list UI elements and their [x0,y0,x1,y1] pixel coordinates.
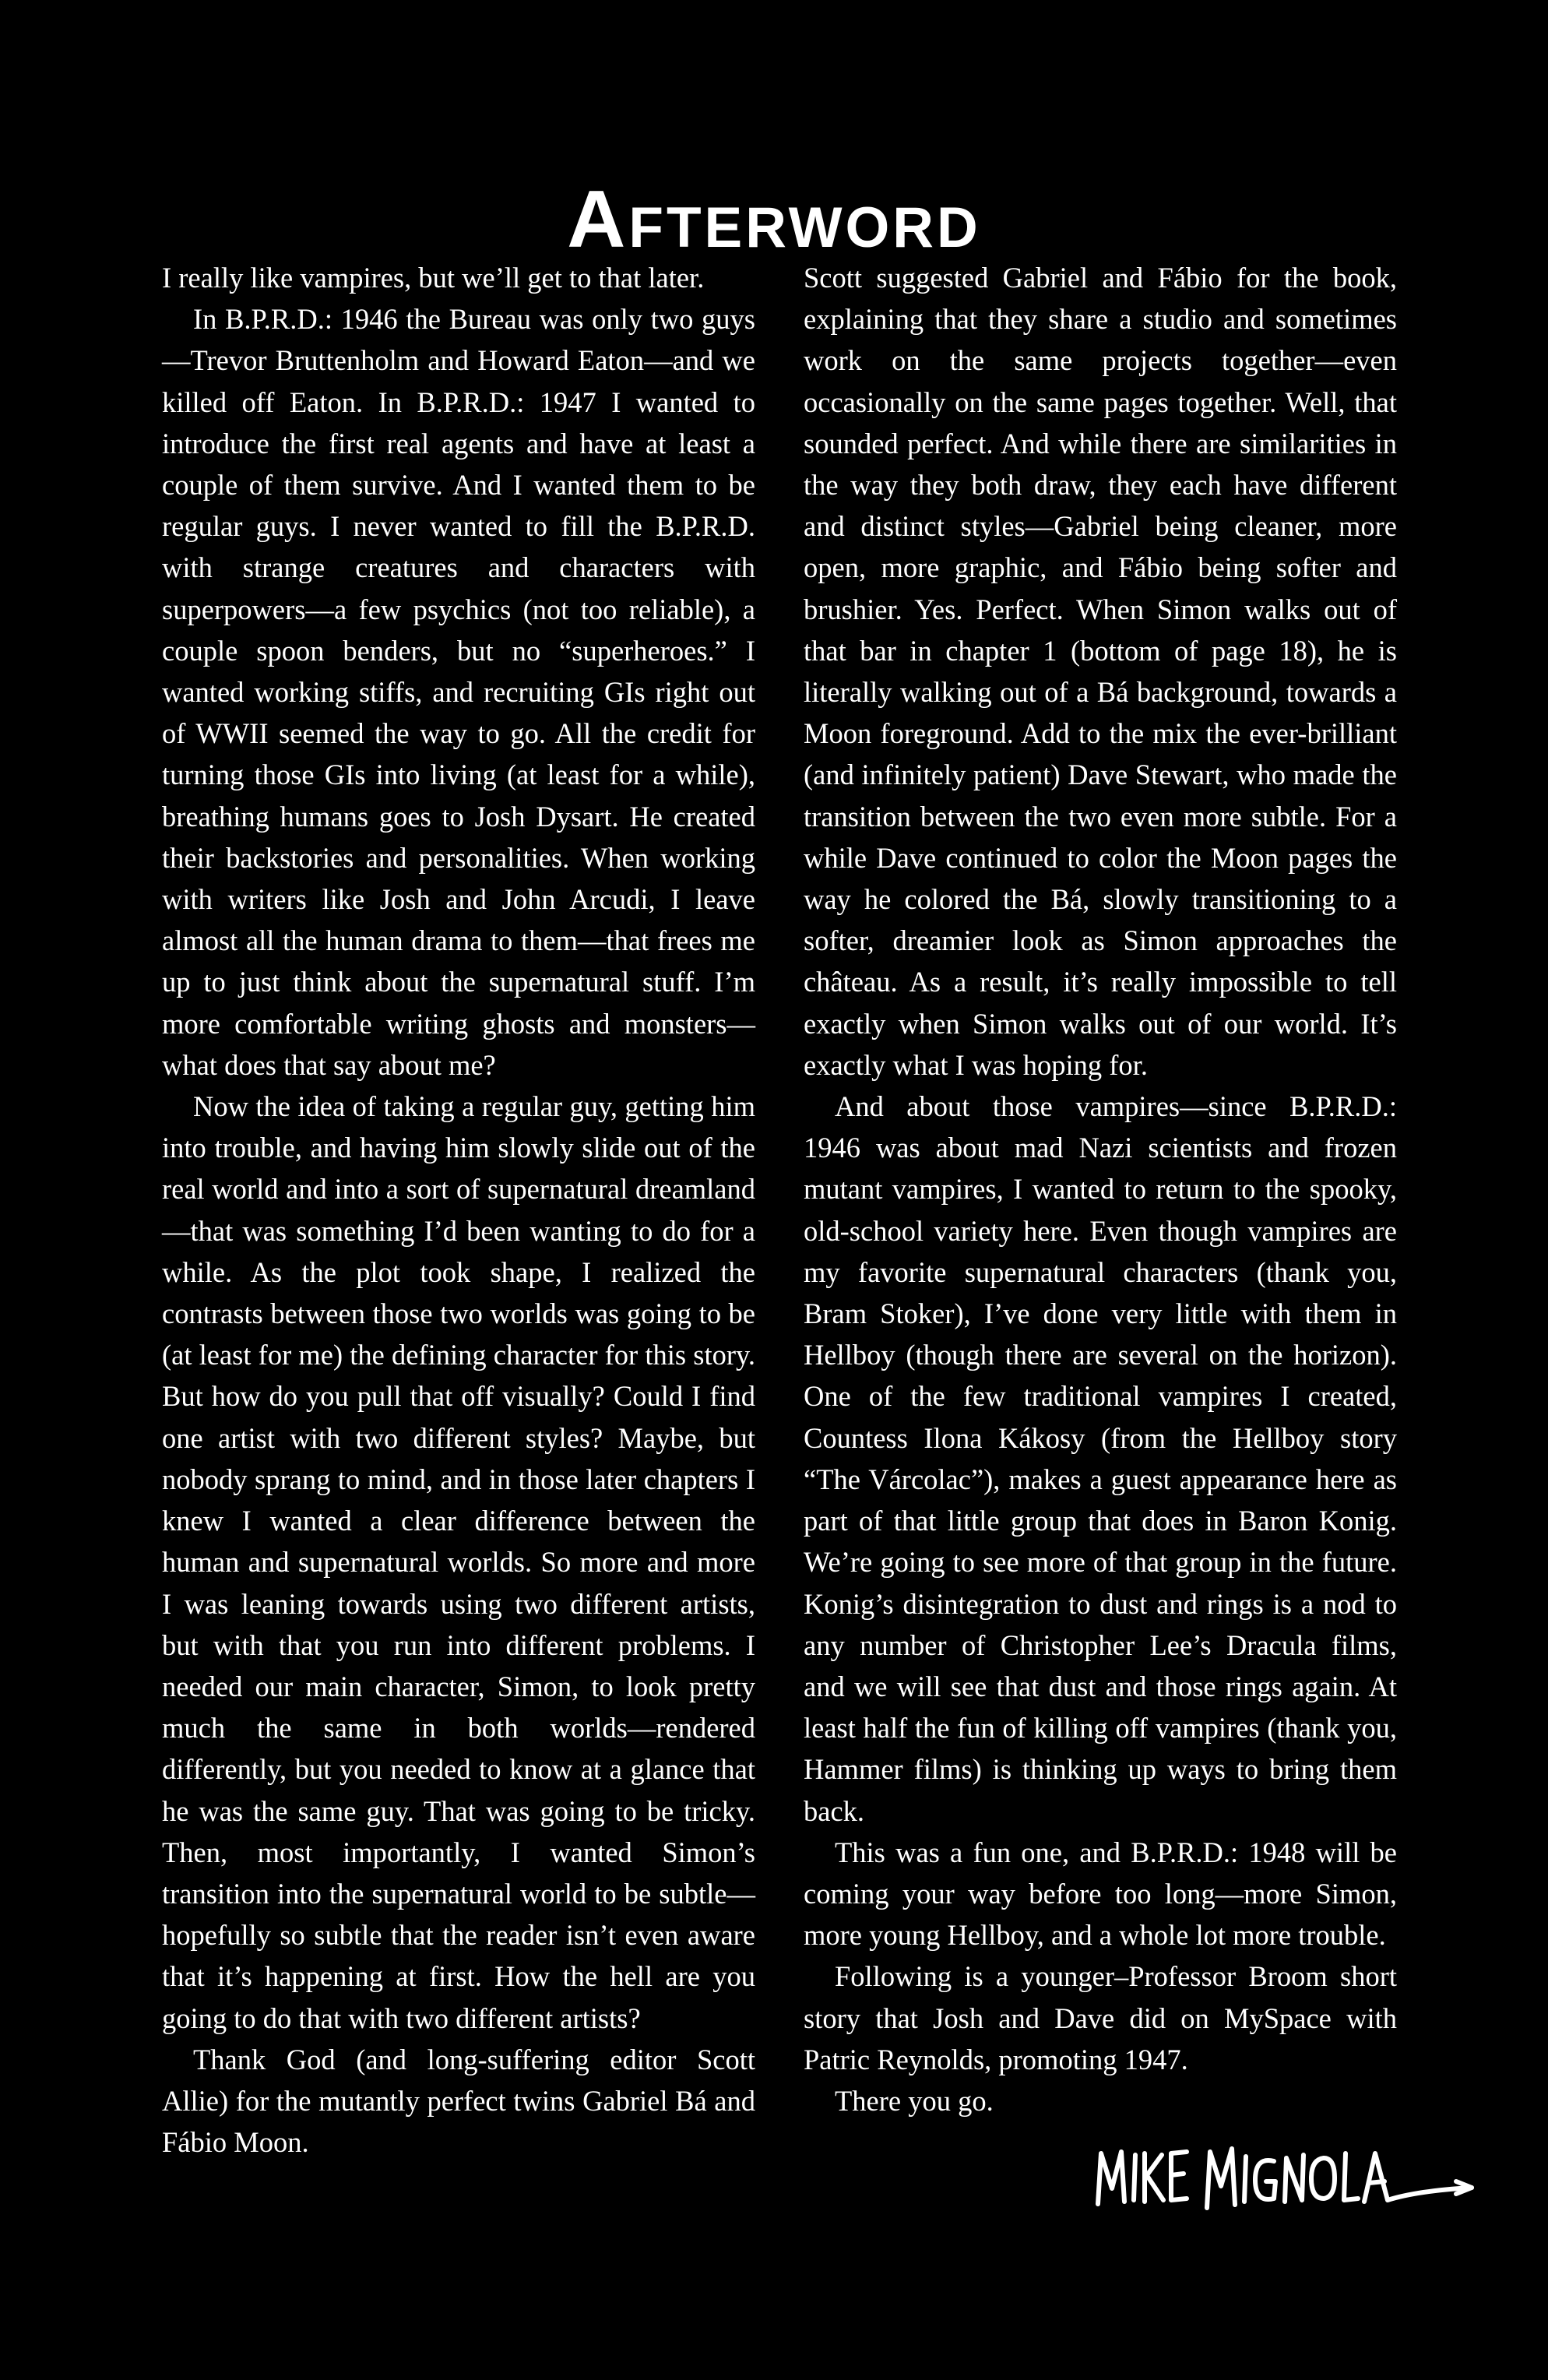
paragraph: Scott suggested Gabriel and Fábio for the book, explaining that they share a studio and sometimes work on the same projects together—even occasionally on the same pages together. Well, that sounded perfect. And while there are similarities in the way they both draw, they each have different and distinct styles—Gabriel being cleaner, more open, more graphic, and Fábio being softer and brushier. Yes. Perfect. When Simon walks out of that bar in chapter 1 (bottom of page 18), he is literally walking out of a Bá background, towards a Moon foreground. Add to the mix the ever-brilliant (and infinitely patient) Dave Stewart, who made the transition between the two even more subtle. For a while Dave continued to color the Moon pages the way he colored the Bá, slowly transitioning to a softer, dreamier look as Simon approaches the château. As a result, it’s really impossible to tell exactly when Simon walks out of our world. It’s exactly what I was hoping for. [804,262,1397,1081]
paragraph: This was a fun one, and B.P.R.D.: 1948 will be coming your way before too long—more Simon, more young Hellboy, and a whole lot more trouble. [804,1836,1397,1952]
paragraph: Following is a younger–Professor Broom short story that Josh and Dave did on MySpace with Patric Reynolds, promoting 1947. [804,1960,1397,2075]
paragraph: Now the idea of taking a regular guy, getting him into trouble, and having him slowly slide out of the real world and into a sort of supernatural dreamland—that was something I’d been wanting to do for a while. As the plot took shape, I realized the contrasts between those two worlds was going to be (at least for me) the defining character for this story. But how do you pull that off visually? Could I find one artist with two different styles? Maybe, but nobody sprang to mind, and in those later chapters I knew I wanted a clear difference between the human and supernatural worlds. So more and more I was leaning towards using two different artists, but with that you run into different problems. I needed our main character, Simon, to look pretty much the same in both worlds—rendered differently, but you needed to know at a glance that he was the same guy. That was going to be tricky. Then, most importantly, I wanted Simon’s transition into the supernatural world to be subtle—hopefully so subtle that the reader isn’t even aware that it’s happening at first. How the hell are you going to do that with two different artists? [162,1090,755,2034]
paragraph: There you go. [835,2084,994,2117]
paragraph: I really like vampires, but we’ll get to that later. [162,262,705,294]
paragraph: And about those vampires—since B.P.R.D.: 1946 was about mad Nazi scientists and frozen mutant vampires, I wanted to return to the spooky, old-school variety here. Even though vampires are my favorite supernatural characters (thank you, Bram Stoker), I’ve done very little with them in Hellboy (though there are several on the horizon). One of the few traditional vampires I created, Countess Ilona Kákosy (from the Hellboy story “The Várcolac”), makes a guest appearance here as part of that little group that does in Baron Konig. We’re going to see more of that group in the future. Konig’s disintegration to dust and rings is a nod to any number of Christopher Lee’s Dracula films, and we will see that dust and those rings again. At least half the fun of killing off vampires (thank you, Hammer films) is thinking up ways to bring them back. [804,1090,1397,1827]
paragraph: Thank God (and long-suffering editor Scott Allie) for the mutantly perfect twins Gabriel Bá and Fábio Moon. [162,2043,755,2159]
handwritten-signature [1090,2130,1479,2231]
left-column [162,257,755,2163]
page-title: Afterword [567,174,981,265]
right-column [804,257,1397,2121]
paragraph: In B.P.R.D.: 1946 the Bureau was only two guys—Trevor Bruttenholm and Howard Eaton—and we killed off Eaton. In B.P.R.D.: 1947 I wanted to introduce the first real agents and have at least a couple of them survive. And I wanted them to be regular guys. I never wanted to fill the B.P.R.D. with strange creatures and characters with superpowers—a few psychics (not too reliable), a couple spoon benders, but no “superheroes.” I wanted working stiffs, and recruiting GIs right out of WWII seemed the way to go. All the credit for turning those GIs into living (at least for a while), breathing humans goes to Josh Dysart. He created their backstories and personalities. When working with writers like Josh and John Arcudi, I leave almost all the human drama to them—that frees me up to just think about the supernatural stuff. I’m more comfortable writing ghosts and monsters—what does that say about me? [162,303,755,1081]
